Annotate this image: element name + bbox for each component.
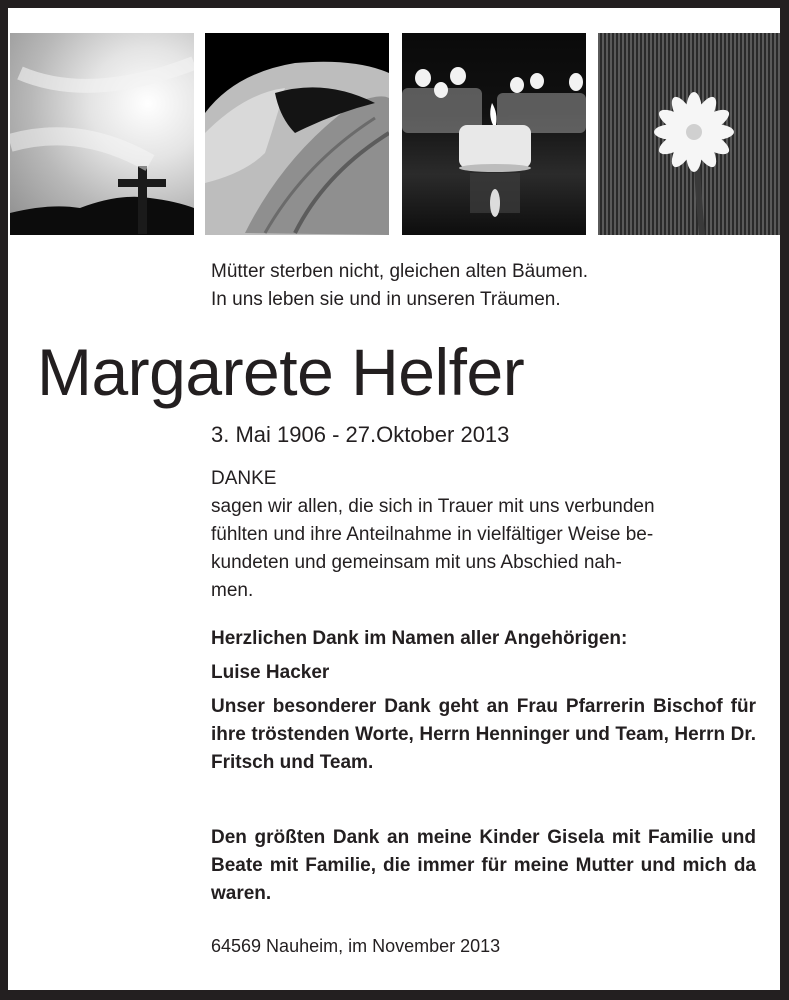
memorial-verse	[211, 258, 588, 314]
deceased-name: Margarete Helfer	[37, 335, 525, 409]
thanks-line: men.	[211, 580, 254, 601]
verse-line: In uns leben sie und in unseren Träumen.	[211, 289, 561, 310]
life-dates: 3. Mai 1906 - 27.Oktober 2013	[211, 422, 510, 447]
place-and-date: 64569 Nauheim, im November 2013	[211, 936, 501, 956]
family-intro: Herzlichen Dank im Namen aller Angehörigen:	[211, 628, 628, 649]
thanks-line: fühlten und ihre Anteilnahme in vielfältiger Weise be-	[211, 524, 654, 545]
children-thanks: Den größten Dank an meine Kinder Gisela mit Familie und Beate mit Familie, die immer für meine Mutter und mich da waren.	[211, 827, 756, 904]
cross-icon	[10, 33, 194, 235]
thanks-line: sagen wir allen, die sich in Trauer mit uns verbunden	[211, 496, 655, 517]
candle-icon	[402, 33, 586, 235]
photo-strip	[9, 33, 780, 235]
flower-icon	[598, 33, 780, 235]
photo-folded-hands	[205, 33, 389, 235]
signer-name: Luise Hacker	[211, 662, 330, 683]
photo-gerbera-flower	[598, 33, 780, 235]
thanks-line: kundeten und gemeinsam mit uns Abschied nah-	[211, 552, 622, 573]
verse-line: Mütter sterben nicht, gleichen alten Bäumen.	[211, 261, 589, 282]
hands-icon	[205, 33, 389, 235]
photo-cross-on-hill	[10, 33, 194, 235]
obituary-card	[8, 8, 780, 990]
photo-tea-candle	[402, 33, 586, 235]
special-thanks: Unser besonderer Dank geht an Frau Pfarrerin Bischof für ihre tröstenden Worte, Herrn Henninger und Team, Herrn Dr. Fritsch und Team.	[211, 696, 756, 773]
thanks-message	[211, 493, 756, 605]
thanks-heading: DANKE	[211, 468, 277, 489]
